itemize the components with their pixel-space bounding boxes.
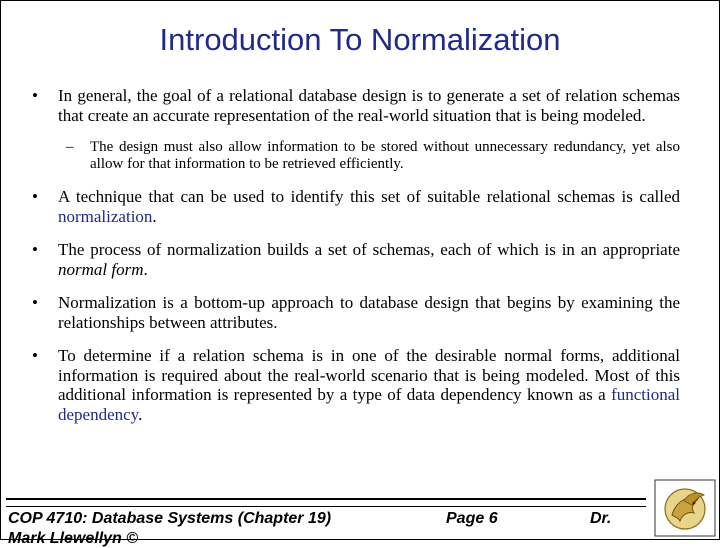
bullet-marker: •: [32, 86, 38, 105]
bullet-text: Normalization is a bottom-up approach to database design that begins by examining the relationships between attributes.: [58, 293, 680, 332]
subbullet-marker: –: [66, 139, 74, 155]
slide-body: [28, 86, 680, 438]
bullet-text-end: .: [143, 259, 148, 279]
footer-author: Dr.: [590, 510, 612, 527]
term-normalization: normalization: [58, 206, 153, 226]
slide-title: Introduction To Normalization: [159, 22, 561, 57]
bullet-text: In general, the goal of a relational database design is to generate a set of relation schemas that create an accurate representation of the real-world situation that is being modeled.: [58, 86, 680, 125]
subbullet-text: The design must also allow information to be stored without unnecessary redundancy, yet also allow for that information to be retrieved efficiently.: [90, 139, 680, 172]
subbullet-design: [28, 139, 680, 173]
bullet-marker: •: [32, 187, 38, 206]
bullet-text-end: .: [152, 206, 157, 226]
bullet-text: To determine if a relation schema is in one of the desirable normal forms, additional information is required about the real-world scenario that is being modeled. Most of this additional information is represented by a type of data dependency known as a: [58, 346, 680, 404]
bullet-goal: [28, 86, 680, 125]
bullet-determine: [28, 346, 680, 424]
term-normal-form: normal form: [58, 259, 144, 279]
term-functional-dependency: functional dependency: [58, 385, 680, 424]
footer-course: COP 4710: Database Systems (Chapter 19): [8, 510, 332, 527]
ucf-pegasus-logo-icon: [654, 479, 716, 537]
bullet-technique: [28, 187, 680, 226]
footer-page-number: Page 6: [446, 510, 498, 527]
bullet-text: The process of normalization builds a set of schemas, each of which is in an appropriate: [58, 240, 680, 259]
footer-rule: [6, 498, 646, 507]
bullet-text: A technique that can be used to identify this set of suitable relational schemas is called: [58, 187, 680, 206]
bullet-process: [28, 240, 680, 279]
footer-author-line2: Mark Llewellyn ©: [8, 530, 139, 547]
bullet-bottom-up: [28, 293, 680, 332]
bullet-marker: •: [32, 240, 38, 259]
bullet-text-end: .: [138, 404, 143, 424]
slide-footer: [0, 490, 720, 547]
bullet-marker: •: [32, 346, 38, 365]
bullet-marker: •: [32, 293, 38, 312]
